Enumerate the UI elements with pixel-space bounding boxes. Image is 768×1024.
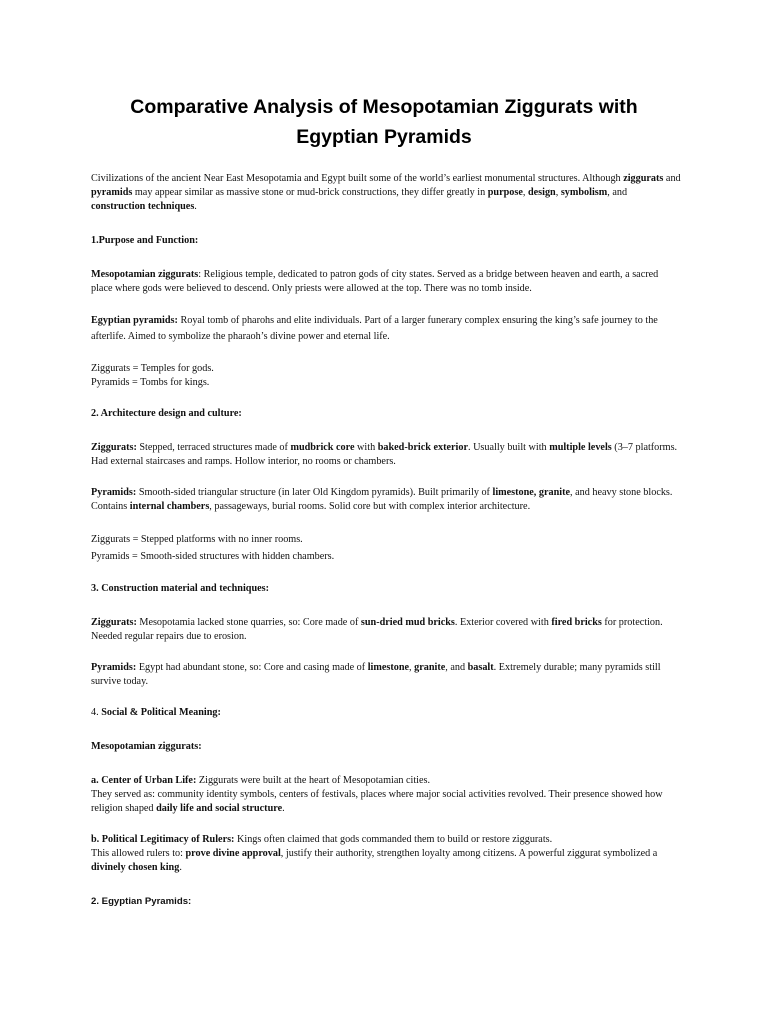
term-label: Pyramids:: [91, 487, 137, 498]
paragraph-text: Kings often claimed that gods commanded them to build or restore ziggurats.: [234, 834, 553, 845]
document-body: [91, 172, 681, 909]
section-4-point-a: [91, 774, 681, 816]
term-label: b. Political Legitimacy of Rulers:: [91, 834, 235, 845]
term-label: Mesopotamian ziggurats: [91, 269, 199, 280]
term-label: Pyramids:: [91, 662, 137, 673]
paragraph-text: Ziggurats were built at the heart of Mesopotamian cities.: [196, 775, 431, 786]
section-number: 4.: [91, 707, 102, 718]
intro-bold: design: [527, 187, 556, 198]
section-2-ziggurat-paragraph: [91, 441, 681, 469]
section-3-heading: [91, 582, 681, 596]
paragraph-text: . Usually built with: [467, 442, 550, 453]
section-heading-text: 1.Purpose and Function:: [91, 235, 199, 246]
paragraph-text: They served as: community identity symbols, centers of festivals, places where major social activities revolved. Their presence showed how religion shaped: [91, 789, 663, 814]
paragraph-text: . Extremely durable; many pyramids still survive today.: [91, 662, 661, 687]
intro-bold: construction techniques: [91, 201, 195, 212]
bold-term: sun-dried mud bricks: [360, 617, 455, 628]
bold-term: divinely chosen king: [91, 862, 180, 873]
bold-term: mudbrick core: [290, 442, 355, 453]
intro-text: ,: [555, 187, 561, 198]
section-2-pyramid-paragraph: [91, 486, 681, 514]
section-1-ziggurat-paragraph: [91, 268, 681, 296]
term-label: Egyptian pyramids:: [91, 315, 178, 326]
paragraph-text: . Exterior covered with: [454, 617, 552, 628]
section-heading-text: Social & Political Meaning:: [101, 707, 221, 718]
paragraph-text: (3–7 platforms. Had external staircases and ramps. Hollow interior, no rooms or chambers.: [91, 442, 678, 467]
paragraph-text: Smooth-sided triangular structure (in later Old Kingdom pyramids). Built primarily of: [136, 487, 493, 498]
paragraph-text: Egypt had abundant stone, so: Core and casing made of: [136, 662, 368, 673]
title-line-1: Comparative Analysis of Mesopotamian Ziggurats with: [130, 96, 638, 118]
section-2-summary-1: Ziggurats = Stepped platforms with no inner rooms.: [91, 534, 303, 545]
paragraph-text: , passageways, burial rooms. Solid core but with complex interior architecture.: [209, 501, 531, 512]
bold-term: prove divine approval: [185, 848, 281, 859]
egyptian-pyramids-heading: 2. Egyptian Pyramids:: [91, 896, 192, 907]
intro-bold: purpose: [487, 187, 523, 198]
paragraph-text: with: [354, 442, 378, 453]
paragraph-text: : Religious temple, dedicated to patron gods of city states. Served as a bridge between heaven and earth, a sacred place where gods were believed to descend. Only priests were allowed at the top. There was no tomb inside.: [91, 269, 659, 294]
section-3-pyramid-paragraph: [91, 661, 681, 689]
intro-text: and: [663, 173, 681, 184]
bold-term: basalt: [467, 662, 494, 673]
title-line-2: Egyptian Pyramids: [296, 126, 472, 148]
term-label: a. Center of Urban Life:: [91, 775, 197, 786]
intro-text: , and: [607, 187, 628, 198]
section-4-heading: [91, 706, 681, 720]
bold-term: baked-brick exterior: [377, 442, 468, 453]
section-1-heading: [91, 234, 681, 248]
intro-text: .: [194, 201, 197, 212]
section-1-summary-1: Ziggurats = Temples for gods.: [91, 363, 214, 374]
bold-term: daily life and social structure: [156, 803, 283, 814]
section-1-pyramid-paragraph: [91, 313, 681, 345]
paragraph-text: Mesopotamia lacked stone quarries, so: Core made of: [136, 617, 361, 628]
paragraph-text: ,: [409, 662, 415, 673]
section-heading-text: 3. Construction material and techniques:: [91, 583, 269, 594]
bold-term: granite: [414, 662, 446, 673]
section-2-summary-2: Pyramids = Smooth-sided structures with hidden chambers.: [91, 551, 335, 562]
paragraph-text: , justify their authority, strengthen loyalty among citizens. A powerful ziggurat symbolized a: [280, 848, 658, 859]
document-title: [90, 92, 678, 152]
bold-term: multiple levels: [549, 442, 612, 453]
term-label: Ziggurats:: [91, 442, 137, 453]
paragraph-text: This allowed rulers to:: [91, 848, 186, 859]
paragraph-text: Stepped, terraced structures made of: [136, 442, 291, 453]
term-label: Ziggurats:: [91, 617, 137, 628]
paragraph-text: Royal tomb of pharohs and elite individuals. Part of a larger funerary complex ensuring the king’s safe journey to the afterlife. Aimed to symbolize the pharaoh’s divine power and eternal life.: [91, 315, 658, 342]
intro-text: may appear similar as massive stone or mud-brick constructions, they differ greatly in: [132, 187, 488, 198]
section-4-point-b: [91, 833, 681, 875]
intro-paragraph: [91, 172, 681, 214]
paragraph-text: for protection. Needed regular repairs due to erosion.: [91, 617, 663, 642]
section-heading-text: 2. Architecture design and culture:: [91, 408, 242, 419]
bold-term: fired bricks: [551, 617, 602, 628]
paragraph-text: .: [282, 803, 285, 814]
intro-bold: pyramids: [91, 187, 133, 198]
paragraph-text: .: [179, 862, 182, 873]
section-2-heading: [91, 407, 681, 421]
intro-text: Civilizations of the ancient Near East Mesopotamia and Egypt built some of the world’s earliest monumental structures. Although: [91, 173, 624, 184]
paragraph-text: , and: [445, 662, 468, 673]
intro-bold: symbolism: [560, 187, 608, 198]
bold-term: internal chambers: [129, 501, 210, 512]
bold-term: limestone: [367, 662, 410, 673]
intro-text: ,: [522, 187, 528, 198]
section-4-subheading: [91, 740, 681, 754]
paragraph-text: , and heavy stone blocks. Contains: [91, 487, 673, 512]
intro-bold: ziggurats: [623, 173, 664, 184]
bold-term: limestone, granite: [492, 487, 571, 498]
subheading-text: Mesopotamian ziggurats:: [91, 741, 202, 752]
section-1-summary-2: Pyramids = Tombs for kings.: [91, 377, 210, 388]
section-3-ziggurat-paragraph: [91, 616, 681, 644]
